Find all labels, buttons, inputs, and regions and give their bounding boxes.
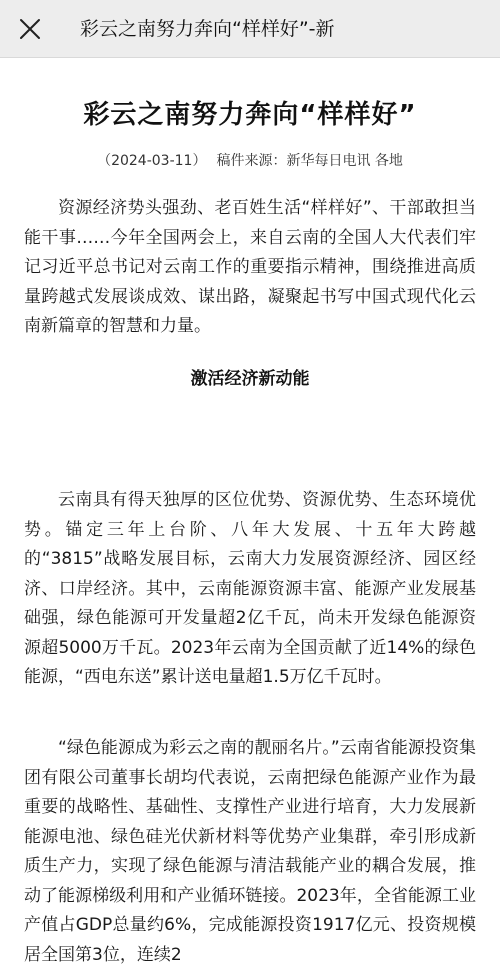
article-title: 彩云之南努力奔向“样样好” — [83, 100, 417, 130]
paragraph-3: “绿色能源成为彩云之南的靓丽名片。”云南省能源投资集团有限公司董事长胡均代表说，云南把绿色能源产业作为最重要的战略性、基础性、支撑性产业进行培育，大力发展新能源电池、绿色硅光伏新材料等优势产业集群，牵引形成新质生产力，实现了绿色能源与清洁载能产业的耦合发展，推动了能源梯级利用和产业循环链接。2023年，全省能源工业产值占GDP总量约6%，完成能源投资1917亿元、投资规模居全国第3位，连续2 — [24, 738, 476, 965]
article-meta — [0, 150, 500, 170]
section-heading: 激活经济新动能 — [190, 369, 310, 389]
close-icon — [19, 18, 41, 40]
paragraph-2: 云南具有得天独厚的区位优势、资源优势、生态环境优势。锚定三年上台阶、八年大发展、十五年大跨越的“3815”战略发展目标，云南大力发展资源经济、园区经济、口岸经济。其中，云南能源资源丰富、能源产业发展基础强，绿色能源可开发量超2亿千瓦，尚未开发绿色能源资源超5000万千瓦。2023年云南为全国贡献了近14%的绿色能源，“西电东送”累计送电量超1.5万亿千瓦时。 — [24, 490, 476, 687]
paragraph-1: 资源经济势头强劲、老百姓生活“样样好”、干部敢担当能干事……今年全国两会上，来自云南的全国人大代表们牢记习近平总书记对云南工作的重要指示精神，围绕推进高质量跨越式发展谈成效、谋出路，凝聚起书写中国式现代化云南新篇章的智慧和力量。 — [24, 198, 476, 336]
article-date: （2024-03-11） — [97, 153, 207, 169]
close-button[interactable] — [14, 14, 46, 44]
article-source: 稿件来源：新华每日电讯 各地 — [216, 153, 403, 169]
window-title: 彩云之南努力奔向“样样好”-新 — [80, 18, 335, 40]
article-content[interactable] — [0, 58, 500, 965]
top-bar — [0, 0, 500, 58]
